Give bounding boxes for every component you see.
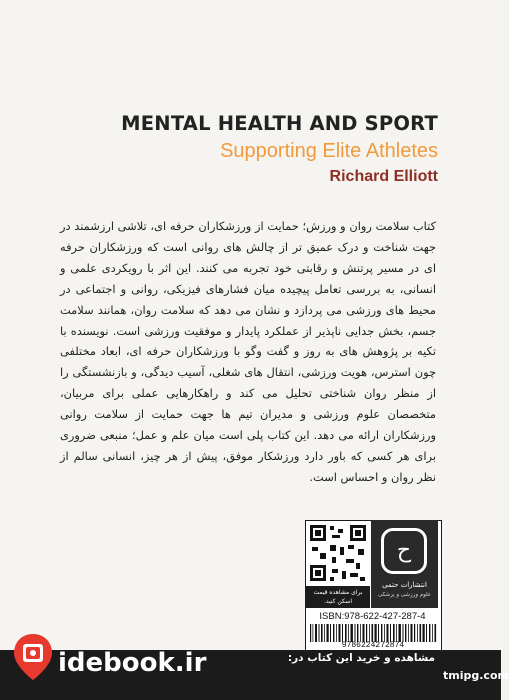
publisher-logo-icon: ح bbox=[381, 528, 427, 574]
book-subtitle: Supporting Elite Athletes bbox=[220, 140, 438, 162]
isbn-text: ISBN:978-622-427-287-4 bbox=[319, 611, 426, 622]
publisher-tagline: علوم ورزشی و پزشکی bbox=[377, 592, 432, 598]
qr-code[interactable] bbox=[308, 523, 368, 583]
title-block bbox=[40, 112, 438, 188]
book-description: کتاب سلامت روان و ورزش؛ حمایت از ورزشکاران حرفه ای، تلاشی ارزشمند در جهت شناخت و درک عمیق تر از چالش های روانی است که ورزشکاران حرفه ای در مسیر پرتنش و رقابتی خود تجربه می کنند. این اثر با رویکردی علمی و انسانی، به بررسی تعامل پیچیده میان فشارهای فیزیکی، روانی و اجتماعی در محیط های ورزشی می پردازد و نشان می دهد که سلامت روان، همانند سلامت جسم، بخش جدایی ناپذیر از عملکرد پایدار و موفقیت ورزشی است. نویسنده با تکیه بر پژوهش های به روز و گفت وگو با ورزشکاران حرفه ای، ابعاد مختلفی چون استرس، هویت ورزشی، انتقال های شغلی، آسیب دیدگی، و بازنشستگی را از منظر روان شناختی تحلیل می کند و راهکارهایی عملی برای مربیان، متخصصان علوم ورزشی و مدیران تیم ها جهت حمایت از سلامت روانی ورزشکاران ارائه می دهد. این کتاب پلی است میان علم و عمل؛ منبعی ضروری برای هر کسی که باور دارد ورزشکار موفق، پیش از هر چیز، انسانی سالم از نظر روان و احساس است. bbox=[60, 219, 436, 484]
ad-url-link[interactable]: tmipg.com bbox=[443, 669, 509, 682]
book-title: MENTAL HEALTH AND SPORT bbox=[121, 112, 438, 135]
book-author: Richard Elliott bbox=[329, 168, 438, 185]
idebook-logo-text[interactable]: idebook.ir bbox=[58, 648, 207, 678]
scan-price-strip bbox=[306, 586, 370, 608]
scan-price-text: برای مشاهده قیمت اسکن کنید. bbox=[313, 589, 363, 605]
idebook-logo-icon bbox=[8, 630, 58, 682]
publisher-name: انتشارات حتمی bbox=[382, 581, 427, 589]
publisher-logo-panel bbox=[371, 520, 438, 608]
barcode-number: 9786224272874 bbox=[341, 641, 405, 650]
qr-code-graphic bbox=[308, 523, 368, 583]
barcode-graphic bbox=[308, 624, 438, 642]
ad-caption: مشاهده و خرید این کتاب در: bbox=[287, 652, 435, 664]
